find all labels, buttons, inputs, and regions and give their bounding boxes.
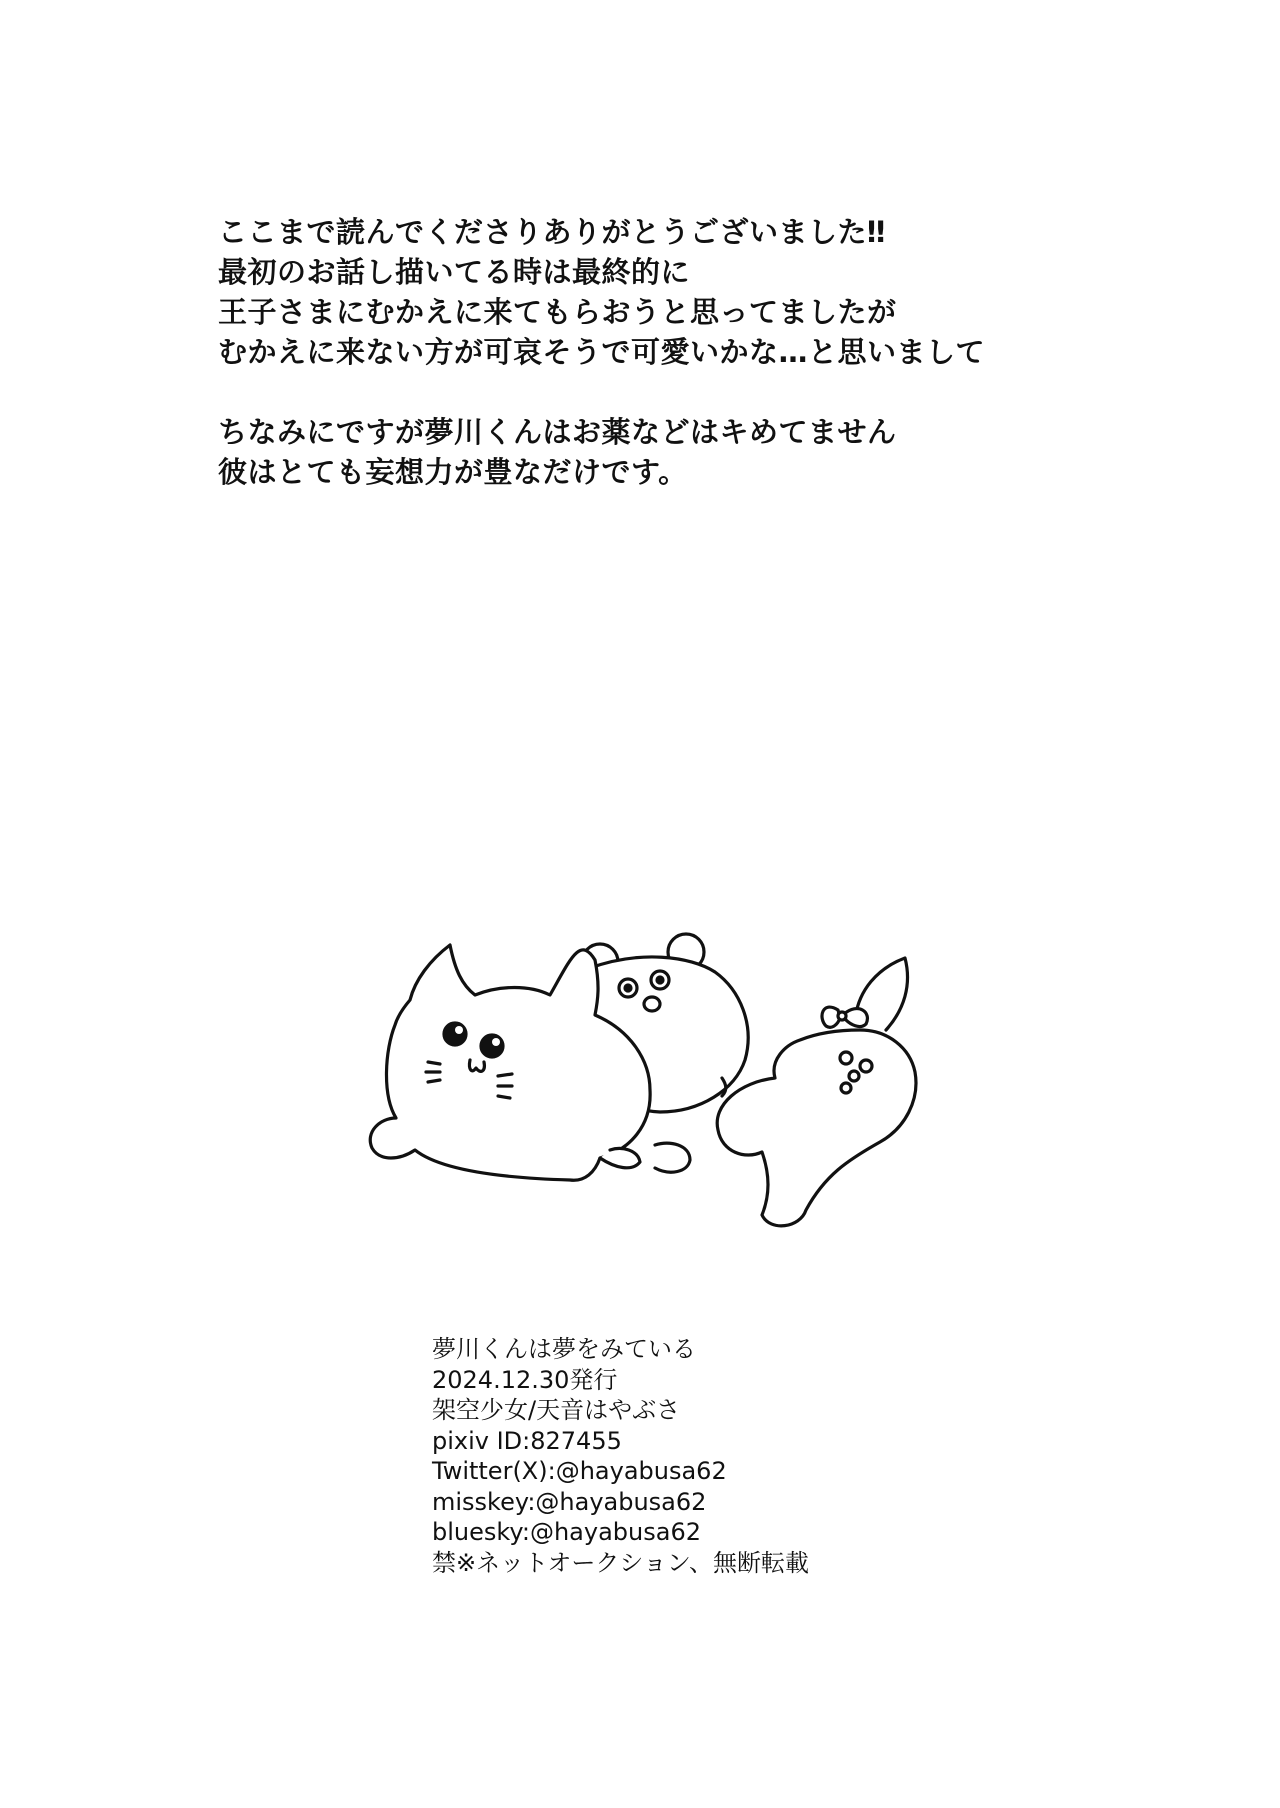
circle-author: 架空少女/天音はやぶさ: [432, 1396, 681, 1424]
misskey-handle: misskey:@hayabusa62: [432, 1487, 707, 1516]
afterword-line: 最初のお話し描いてる時は最終的に: [218, 255, 691, 289]
publication-date: 2024.12.30発行: [432, 1365, 618, 1394]
reproduction-notice: 禁※ネットオークション、無断転載: [432, 1548, 809, 1577]
afterword-text: [218, 212, 1218, 492]
book-title: 夢川くんは夢をみている: [432, 1335, 696, 1363]
pixiv-id: pixiv ID:827455: [432, 1426, 622, 1455]
bluesky-handle: bluesky:@hayabusa62: [432, 1518, 701, 1546]
rabbit-drawing: [717, 958, 916, 1226]
afterword-line: むかえに来ない方が可哀そうで可愛いかな…と思いまして: [218, 335, 986, 369]
afterword-line: 王子さまにむかえに来てもらおうと思ってましたが: [218, 295, 897, 329]
colophon: [432, 1334, 932, 1578]
afterword-line: ここまで読んでくださりありがとうございました‼: [218, 215, 886, 249]
animal-friends-illustration: [330, 910, 970, 1280]
twitter-handle: Twitter(X):@hayabusa62: [432, 1457, 727, 1485]
afterword-line: ちなみにですが夢川くんはお薬などはキめてません: [218, 415, 897, 449]
paragraph-gap: [218, 372, 1218, 412]
afterword-line: 彼はとても妄想力が豊なだけです。: [218, 455, 688, 489]
